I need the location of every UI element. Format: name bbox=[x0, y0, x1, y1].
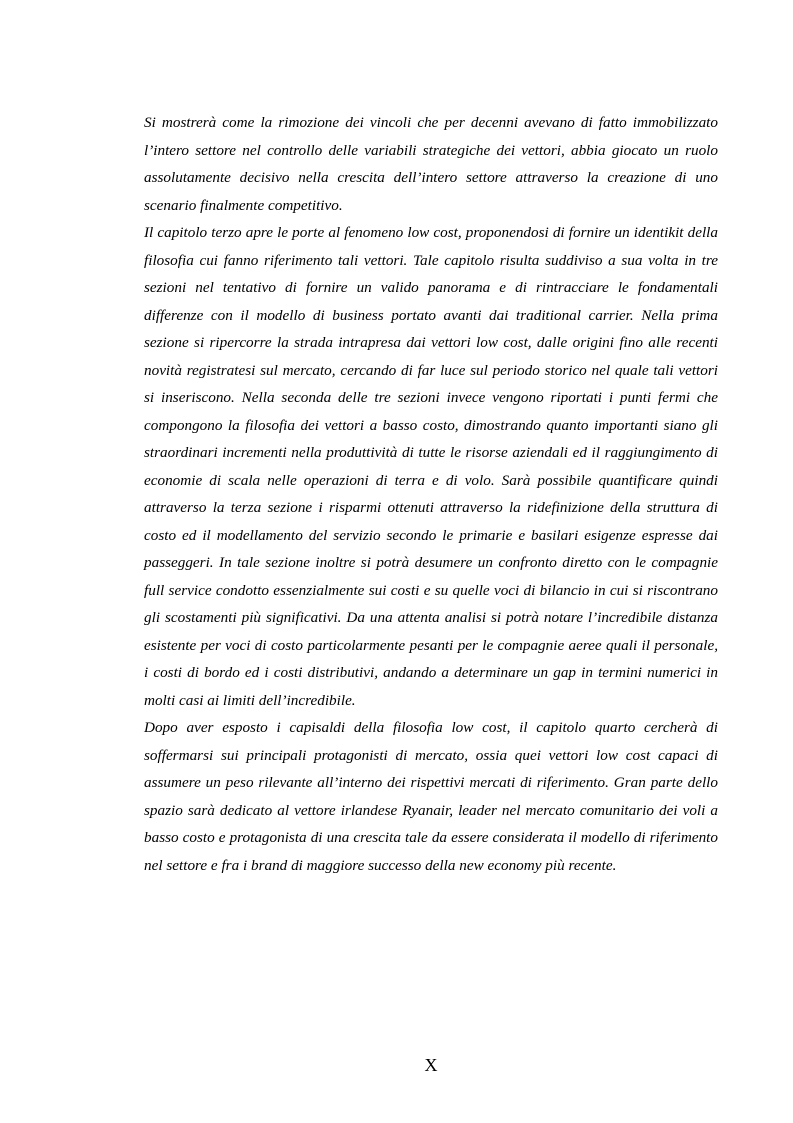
paragraph-3: Dopo aver esposto i capisaldi della filosofia low cost, il capitolo quarto cercherà di soffermarsi sui principali protagonisti di mercato, ossia quei vettori low cost capaci di assumere un peso rilevante all’interno dei rispettivi mercati di riferimento. Gran parte dello spazio sarà dedicato al vettore irlandese Ryanair, leader nel mercato comunitario dei voli a basso costo e protagonista di una crescita tale da essere considerata il modello di riferimento nel settore e fra i brand di maggiore successo della new economy più recente. bbox=[144, 719, 718, 874]
paragraph-2: Il capitolo terzo apre le porte al fenomeno low cost, proponendosi di fornire un identikit della filosofia cui fanno riferimento tali vettori. Tale capitolo risulta suddiviso a sua volta in tre sezioni nel tentativo di fornire un valido panorama e di rintracciare le fondamentali differenze con il modello di business portato avanti dai traditional carrier. Nella prima sezione si ripercorre la strada intrapresa dai vettori low cost, dalle origini fino alle recenti novità registratesi sul mercato, cercando di far luce sul periodo storico nel quale tali vettori si inseriscono. Nella seconda delle tre sezioni invece vengono riportati i punti fermi che compongono la filosofia dei vettori a basso costo, dimostrando quanto importanti siano gli straordinari incrementi nella produttività di tutte le risorse aziendali ed il raggiungimento di economie di scala nelle operazioni di terra e di volo. Sarà possibile quantificare quindi attraverso la terza sezione i risparmi ottenuti attraverso la ridefinizione della struttura di costo ed il modellamento del servizio secondo le primarie e basilari esigenze espresse dai passeggeri. In tale sezione inoltre si potrà desumere un confronto diretto con le compagnie full service condotto essenzialmente sui costi e su quelle voci di bilancio in cui si riscontrano gli scostamenti più significativi. Da una attenta analisi si potrà notare l’incredibile distanza esistente per voci di costo particolarmente pesanti per le compagnie aeree quali il personale, i costi di bordo ed i costi distributivi, andando a determinare un gap in termini numerici in molti casi ai limiti dell’incredibile. bbox=[144, 224, 718, 709]
page-number: X bbox=[424, 1055, 438, 1075]
paragraph-1: Si mostrerà come la rimozione dei vincoli che per decenni avevano di fatto immobilizzato l’intero settore nel controllo delle variabili strategiche dei vettori, abbia giocato un ruolo assolutamente decisivo nella crescita dell’intero settore attraverso la creazione di uno scenario finalmente competitivo. bbox=[144, 114, 718, 214]
body-text bbox=[144, 109, 718, 879]
